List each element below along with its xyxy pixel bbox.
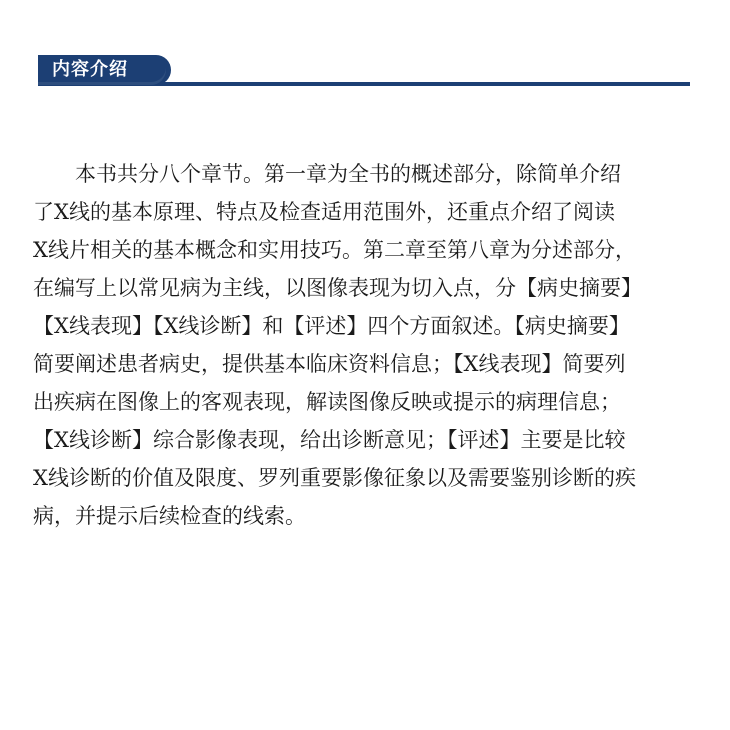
paragraph-line: 简要阐述患者病史，提供基本临床资料信息；【X线表现】简要列: [33, 352, 626, 376]
section-header: [38, 55, 690, 89]
paragraph-line: 在编写上以常见病为主线，以图像表现为切入点，分【病史摘要】: [33, 276, 642, 300]
paragraph-line: 病，并提示后续检查的线索。: [33, 504, 306, 528]
paragraph-line: 本书共分八个章节。第一章为全书的概述部分，除简单介绍: [75, 162, 621, 186]
paragraph-line: X线诊断的价值及限度、罗列重要影像征象以及需要鉴别诊断的疾: [33, 466, 636, 490]
section-title-tab: [38, 55, 171, 85]
paragraph-line: 【X线表现】【X线诊断】和【评述】四个方面叙述。【病史摘要】: [33, 314, 630, 338]
section-title: 内容介绍: [52, 59, 128, 80]
intro-paragraph: [33, 155, 693, 535]
paragraph-line: X线片相关的基本概念和实用技巧。第二章至第八章为分述部分，: [33, 238, 636, 262]
paragraph-line: 出疾病在图像上的客观表现，解读图像反映或提示的病理信息；: [33, 390, 621, 414]
paragraph-line: 了X线的基本原理、特点及检查适用范围外，还重点介绍了阅读: [33, 200, 615, 224]
paragraph-line: 【X线诊断】综合影像表现，给出诊断意见；【评述】主要是比较: [33, 428, 626, 452]
